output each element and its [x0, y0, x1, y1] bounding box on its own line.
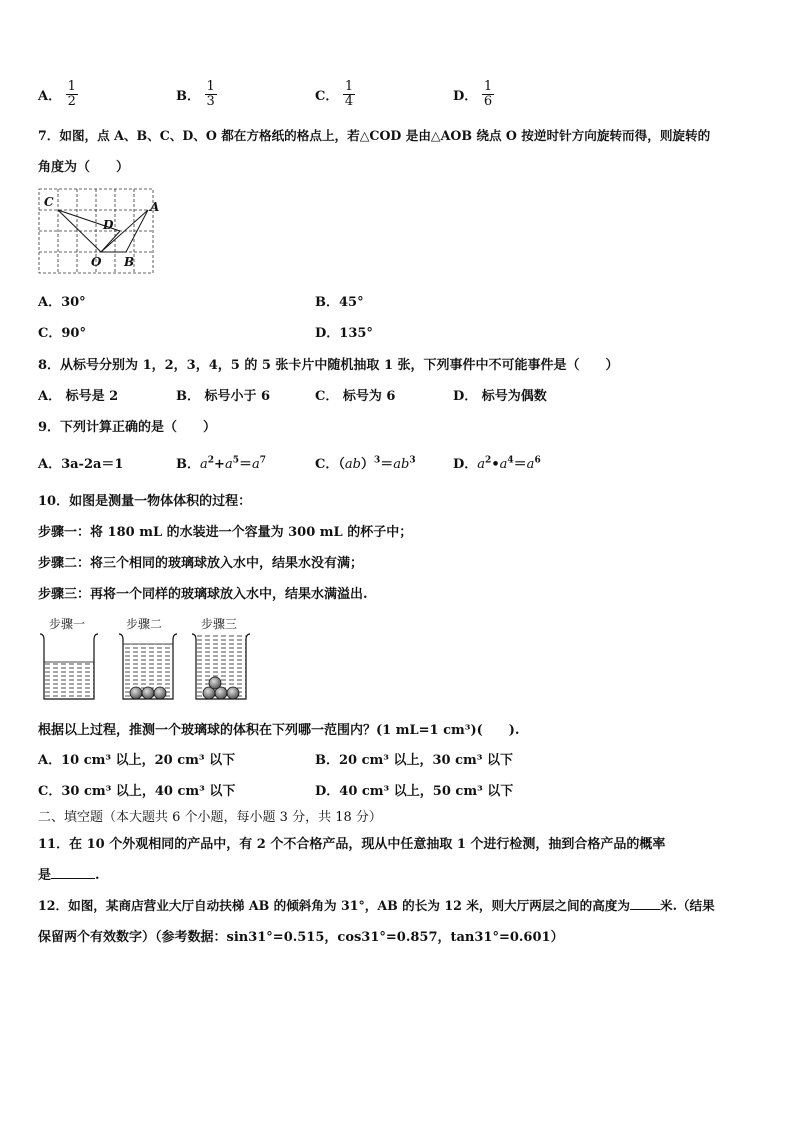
point-label-a: A	[150, 200, 160, 214]
glass-ball	[130, 687, 142, 699]
q7-stem-line2: 角度为（ ）	[38, 160, 130, 175]
q10-step3: 步骤三：再将一个同样的玻璃球放入水中，结果水满溢出.	[38, 587, 368, 602]
q6-option-c	[315, 80, 355, 109]
glass-ball	[227, 687, 239, 699]
q7-option-c: C．90°	[38, 326, 86, 341]
cup-label-3: 步骤三	[201, 617, 238, 631]
fraction: $\frac{1}{6}$	[483, 79, 493, 109]
q9-option-a: A．3a-2a＝1	[38, 457, 124, 472]
q10-option-d: D．40 cm³ 以上，50 cm³ 以下	[315, 784, 514, 799]
q8-option-c: C． 标号为 6	[315, 389, 396, 404]
q9-option-d: D．$a^2•a^4=a^6$	[453, 455, 541, 472]
q7-option-b: B．45°	[315, 295, 364, 310]
option-letter: C．	[315, 457, 339, 472]
cup-step-2	[119, 634, 177, 699]
fraction: $\frac{1}{2}$	[67, 79, 76, 109]
q8-stem: 8．从标号分别为 1，2，3，4，5 的 5 张卡片中随机抽取 1 张，下列事件中不可能事件是（ ）	[38, 358, 619, 373]
cup-step-1	[40, 634, 98, 699]
glass-ball	[142, 687, 154, 699]
option-letter: D．	[453, 89, 478, 104]
q10-option-b: B．20 cm³ 以上，30 cm³ 以下	[315, 753, 514, 768]
q8-option-d: D． 标号为偶数	[453, 389, 547, 404]
q7-option-a: A．30°	[38, 295, 86, 310]
cups-figure	[36, 630, 256, 705]
q9-option-b: B．$a^2+a^5=a^7$	[176, 455, 267, 472]
q10-option-a: A．10 cm³ 以上，20 cm³ 以下	[38, 753, 236, 768]
q8-option-b: B． 标号小于 6	[176, 389, 271, 404]
answer-blank	[630, 909, 660, 910]
q6-option-a	[38, 80, 78, 109]
glass-ball	[154, 687, 166, 699]
q10-step1: 步骤一：将 180 mL 的水装进一个容量为 300 mL 的杯子中；	[38, 525, 413, 540]
fraction: $\frac{1}{3}$	[206, 79, 215, 109]
q7-stem-line1: 7．如图，点 A、B、C、D、O 都在方格纸的格点上，若△COD 是由△AOB 绕点 O 按逆时针方向旋转而得，则旋转的	[38, 128, 711, 143]
cup-label-2: 步骤二	[126, 617, 163, 631]
q9-option-c: C．$(ab)^3=ab^3$	[315, 455, 416, 472]
point-label-b: B	[124, 255, 135, 269]
glass-ball	[209, 677, 221, 689]
option-letter: B．	[176, 89, 200, 104]
q12-stem-line1: 12．如图，某商店营业大厅自动扶梯 AB 的倾斜角为 31°，AB 的长为 12 米，则大厅两层之间的高度为 米.（结果	[38, 898, 715, 913]
option-letter: A．	[38, 89, 62, 104]
answer-blank	[51, 878, 95, 879]
point-label-o: O	[91, 255, 102, 269]
q12-stem-line2: 保留两个有效数字）（参考数据：sin31°=0.515，cos31°=0.857，tan31°=0.601）	[38, 930, 564, 945]
point-label-d: D	[103, 218, 114, 232]
point-label-c: C	[44, 195, 54, 209]
q10-option-c: C．30 cm³ 以上，40 cm³ 以下	[38, 784, 236, 799]
q8-option-a: A． 标号是 2	[38, 389, 119, 404]
cup-step-3	[192, 634, 250, 699]
q10-step2: 步骤二：将三个相同的玻璃球放入水中，结果水没有满；	[38, 556, 364, 571]
q11-stem-line1: 11．在 10 个外观相同的产品中，有 2 个不合格产品，现从中任意抽取 1 个进行检测，抽到合格产品的概率	[38, 837, 666, 852]
q11-stem-line2: 是 .	[38, 868, 100, 883]
option-letter: B．	[176, 457, 200, 472]
option-letter: C．	[315, 89, 339, 104]
q10-stem: 10．如图是测量一物体体积的过程：	[38, 494, 252, 509]
q9-stem: 9．下列计算正确的是（ ）	[38, 420, 217, 435]
q7-option-d: D．135°	[315, 326, 373, 341]
grid-figure	[30, 185, 170, 277]
q10-question: 根据以上过程，推测一个玻璃球的体积在下列哪一范围内？(1 mL=1 cm³)( ).	[38, 723, 520, 738]
section-heading-fill-in: 二、填空题（本大题共 6 个小题，每小题 3 分，共 18 分）	[38, 810, 382, 825]
cup-label-1: 步骤一	[49, 617, 86, 631]
q6-option-b	[176, 80, 217, 109]
fraction: $\frac{1}{4}$	[344, 79, 354, 109]
q6-option-d	[453, 80, 494, 109]
option-letter: D．	[453, 457, 478, 472]
